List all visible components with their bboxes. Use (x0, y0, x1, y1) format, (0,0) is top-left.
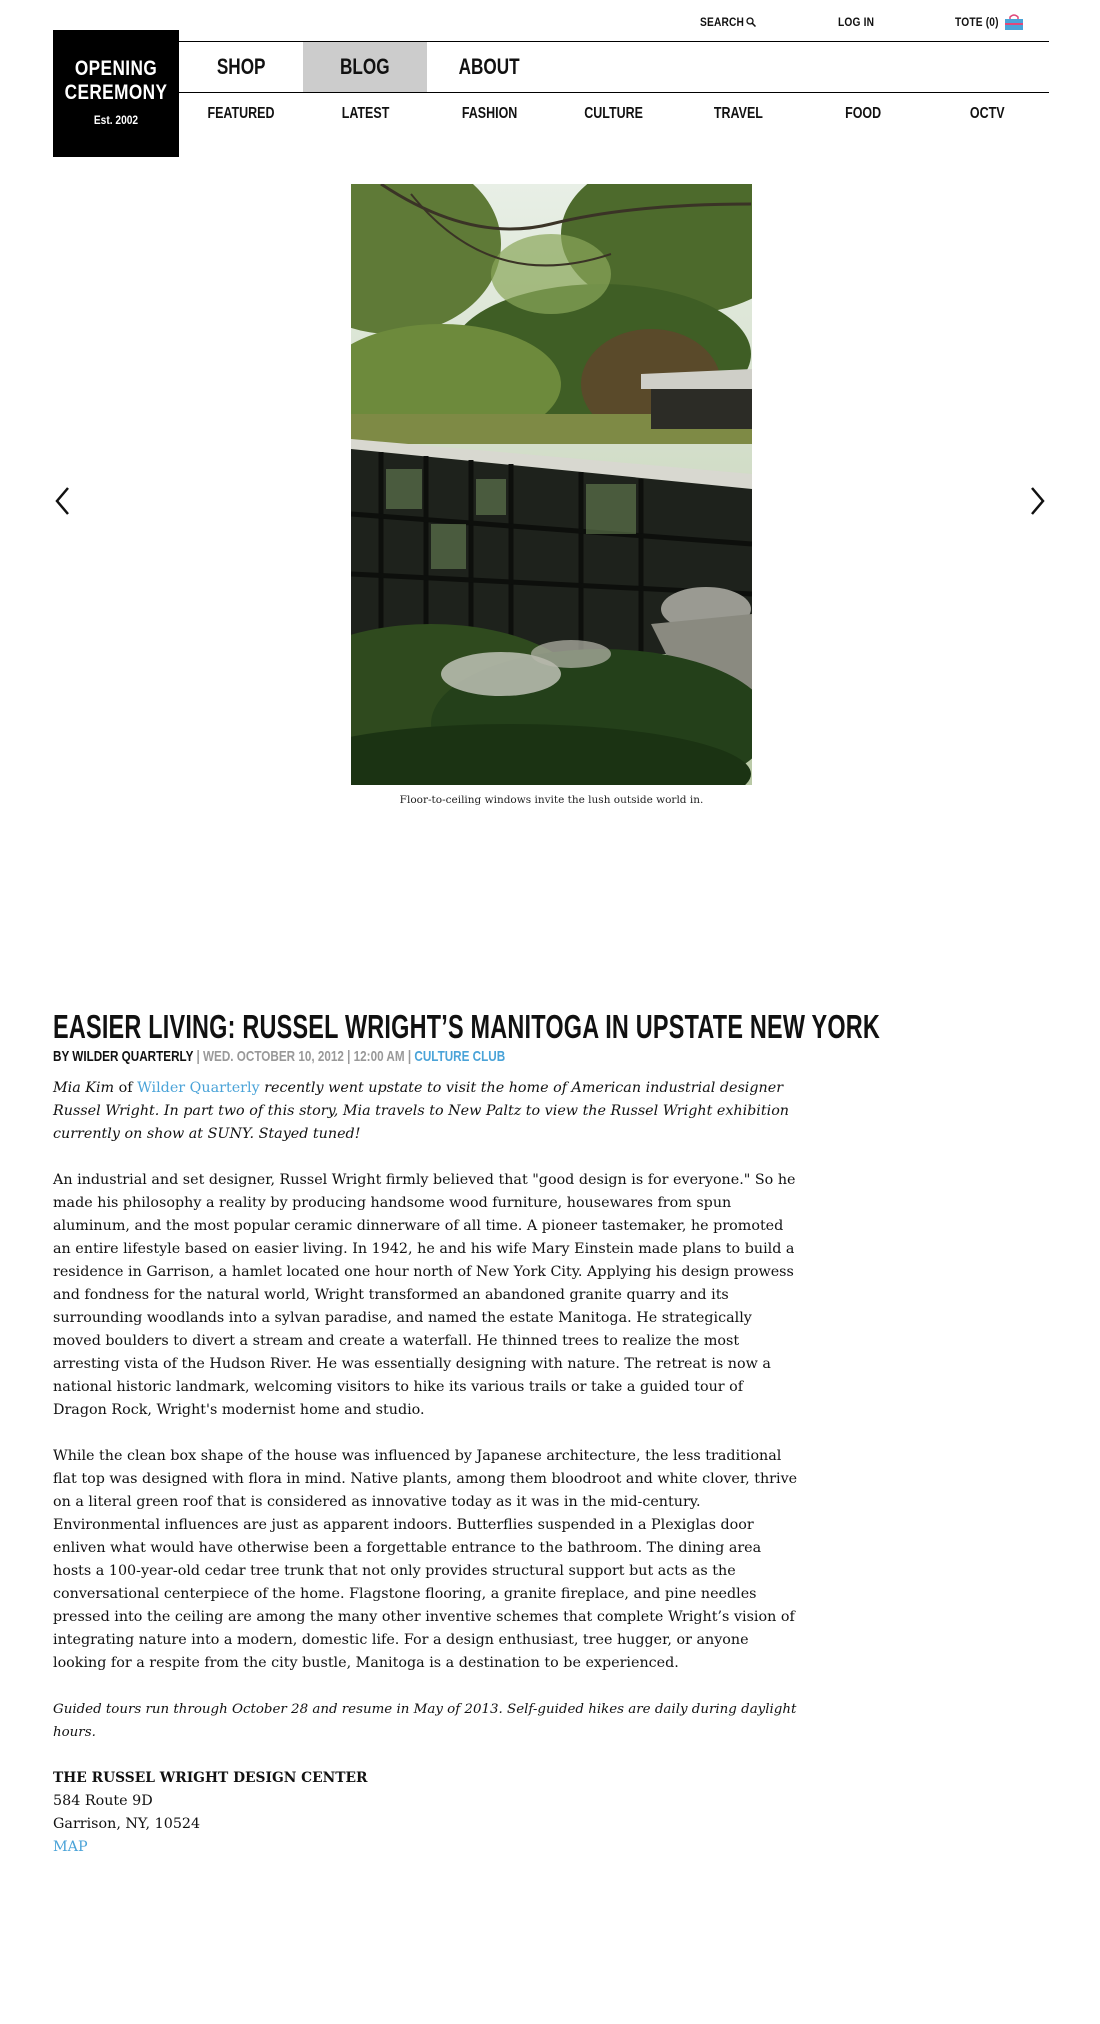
logo-line-1: OPENING (74, 57, 158, 80)
wilder-quarterly-link[interactable]: Wilder Quarterly (137, 1080, 260, 1096)
byline-separator: | (407, 1048, 415, 1065)
sub-nav-octv[interactable]: OCTV (969, 105, 1005, 122)
article-paragraph-2: While the clean box shape of the house was influenced by Japanese architecture, the less traditional flat top was designed with flora in mind. Native plants, among them bloodroot and white clover, thrive on a literal green roof that is considered as innovative today as it was in the mid-century. Environmental influences are just as apparent indoors. Butterflies suspended in a Plexiglas door enliven what would have otherwise been a forgettable entrance to the bathroom. The dining area hosts a 100-year-old cedar tree trunk that not only provides structural support but acts as the conversational centerpiece of the home. Flagstone flooring, a granite fireplace, and pine needles pressed into the ceiling are among the many other inventive schemes that complete Wright’s vision of integrating nature into a modern, domestic life. For a design enthusiast, tree hugger, or anyone looking for a respite from the city bustle, Manitoga is a destination to be experienced. (53, 1448, 798, 1671)
article-title: EASIER LIVING: RUSSEL WRIGHT’S MANITOGA IN UPSTATE NEW YORK (53, 1008, 881, 1045)
chevron-right-icon[interactable] (1027, 486, 1047, 516)
category-link[interactable]: CULTURE CLUB (414, 1048, 506, 1065)
article-paragraph-1: An industrial and set designer, Russel Wright firmly believed that "good design is for everyone." So he made his philosophy a reality by producing handsome wood furniture, housewares from spun aluminum, and the most popular ceramic dinnerware of all time. A pioneer tastemaker, he promoted an entire lifestyle based on easier living. In 1942, he and his wife Mary Einstein made plans to build a residence in Garrison, a hamlet located one hour north of New York City. Applying his design prowess and fondness for the natural world, Wright transformed an abandoned granite quarry and its surrounding woodlands into a sylvan paradise, and named the estate Manitoga. He strategically moved boulders to divert a stream and create a waterfall. He thinned trees to realize the most arresting vista of the Hudson River. He was essentially designing with nature. The retreat is now a national historic landmark, welcoming visitors to hike its various trails or take a guided tour of Dragon Rock, Wright's modernist home and studio. (53, 1172, 796, 1418)
sub-nav (179, 100, 1049, 128)
article-byline (53, 1048, 633, 1065)
sub-nav-fashion[interactable]: FASHION (461, 105, 518, 122)
byline-separator: | (347, 1048, 354, 1065)
chevron-left-icon[interactable] (53, 486, 73, 516)
login-link[interactable]: LOG IN (838, 15, 875, 29)
site-logo[interactable] (53, 30, 179, 157)
address-city: Garrison, NY, 10524 (53, 1816, 201, 1832)
article-body (53, 1077, 798, 1859)
tote-link[interactable]: TOTE (0) (955, 15, 999, 29)
sub-nav-featured[interactable]: FEATURED (207, 105, 275, 122)
house-photo-illustration (351, 184, 752, 785)
main-nav-about[interactable]: ABOUT (458, 54, 520, 79)
address-name: THE RUSSEL WRIGHT DESIGN CENTER (53, 1770, 368, 1786)
byline-separator: | (196, 1048, 203, 1065)
sub-nav-food[interactable]: FOOD (844, 105, 881, 122)
search-link[interactable]: SEARCH (700, 15, 745, 29)
tour-note: Guided tours run through October 28 and resume in May of 2013. Self-guided hikes are daily during daylight hours. (53, 1702, 797, 1740)
map-link[interactable]: MAP (53, 1839, 88, 1855)
logo-line-2: CEREMONY (64, 81, 168, 104)
search-icon[interactable] (746, 17, 756, 27)
main-nav (179, 42, 551, 92)
sub-nav-latest[interactable]: LATEST (341, 105, 390, 122)
logo-est: Est. 2002 (93, 113, 139, 127)
author-link[interactable]: BY WILDER QUARTERLY (53, 1048, 194, 1065)
sub-nav-travel[interactable]: TRAVEL (713, 105, 763, 122)
address-street: 584 Route 9D (53, 1793, 153, 1809)
sub-nav-culture[interactable]: CULTURE (584, 105, 644, 122)
article-time: 12:00 AM (353, 1048, 405, 1065)
header-rule-bottom (179, 92, 1049, 93)
article-date: WED. OCTOBER 10, 2012 (202, 1048, 344, 1065)
shopping-bag-icon[interactable] (1004, 14, 1024, 31)
article-photo (351, 184, 752, 785)
article-intro: Mia Kim of Wilder Quarterly recently went upstate to visit the home of American industrial designer Russel Wright. In part two of this story, Mia travels to New Paltz to view the Russel Wright exhibition currently on show at SUNY. Stayed tuned! (53, 1080, 790, 1142)
photo-caption: Floor-to-ceiling windows invite the lush outside world in. (399, 794, 704, 806)
main-nav-blog[interactable]: BLOG (303, 42, 427, 92)
main-nav-shop[interactable]: SHOP (216, 54, 266, 79)
